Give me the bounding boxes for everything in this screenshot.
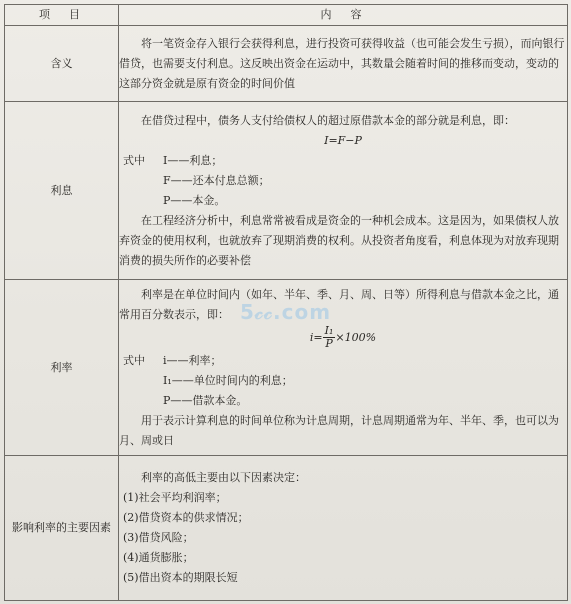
definition-prefix: 式中 <box>123 353 145 367</box>
formula: I=F−P <box>324 133 362 147</box>
row-interest <box>5 102 568 280</box>
definition-line <box>119 151 567 171</box>
header-content: 内 容 <box>119 5 568 26</box>
definition-line <box>119 391 567 411</box>
factor-item: (2)借贷资本的供求情况； <box>123 511 249 524</box>
factor-item: (1)社会平均利润率； <box>123 491 227 504</box>
formula <box>119 325 567 351</box>
factor-item: (3)借贷风险； <box>123 531 194 544</box>
formula-lhs: i= <box>309 330 323 344</box>
formula-denominator: P <box>325 337 333 350</box>
row-label: 含义 <box>5 26 119 102</box>
definition-text: F——还本付息总额； <box>163 173 270 187</box>
paragraph: 利率的高低主要由以下因素决定： <box>141 471 306 484</box>
definition-text: P——本金。 <box>163 193 226 207</box>
definition-line <box>119 171 567 191</box>
row-content <box>119 280 568 456</box>
definition-prefix: 式中 <box>123 153 145 167</box>
row-label: 影响利率的主要因素 <box>5 456 119 601</box>
paragraph: 利率是在单位时间内（如年、半年、季、月、周、日等）所得利息与借款本金之比，通常用百分数表示，即： <box>119 287 559 321</box>
definition-text: I₁——单位时间内的利息； <box>163 373 293 387</box>
factor-item: (4)通货膨胀； <box>123 551 194 564</box>
row-factors <box>5 456 568 601</box>
formula-fraction <box>323 325 336 350</box>
row-meaning <box>5 26 568 102</box>
factor-item: (5)借出资本的期限长短 <box>123 571 238 584</box>
paragraph: 在借贷过程中，债务人支付给债权人的超过原借款本金的部分就是利息，即： <box>141 113 515 127</box>
paragraph: 用于表示计算利息的时间单位称为计息周期，计息周期通常为年、半年、季，也可以为月、周或日 <box>119 413 559 447</box>
paragraph: 将一笔资金存入银行会获得利息，进行投资可获得收益（也可能会发生亏损），而向银行借贷，也需要支付利息。这反映出资金在运动中，其数量会随着时间的推移而变动，变动的这部分资金就是原有资金的时间价值 <box>119 36 565 90</box>
row-content <box>119 102 568 280</box>
definition-line <box>119 191 567 211</box>
formula-rhs: ×100% <box>335 330 377 344</box>
row-content <box>119 456 568 601</box>
definition-text: I——利息； <box>163 153 223 167</box>
row-label: 利率 <box>5 280 119 456</box>
watermark-logo: 5𝒸𝒸.com <box>240 300 332 324</box>
paragraph: 在工程经济分析中，利息常常被看成是资金的一种机会成本。这是因为，如果债权人放弃资金的使用权利，也就放弃了现期消费的权利。从投资者角度看，利息体现为对放弃现期消费的损失所作的必要补偿 <box>119 213 559 267</box>
row-label: 利息 <box>5 102 119 280</box>
definition-text: i——利率； <box>163 353 222 367</box>
definition-text: P——借款本金。 <box>163 393 248 407</box>
table-header-row <box>5 5 568 26</box>
formula-numerator: I₁ <box>324 324 334 337</box>
header-item: 项 目 <box>5 5 119 26</box>
definition-line <box>119 371 567 391</box>
row-content <box>119 26 568 102</box>
definition-line <box>119 351 567 371</box>
